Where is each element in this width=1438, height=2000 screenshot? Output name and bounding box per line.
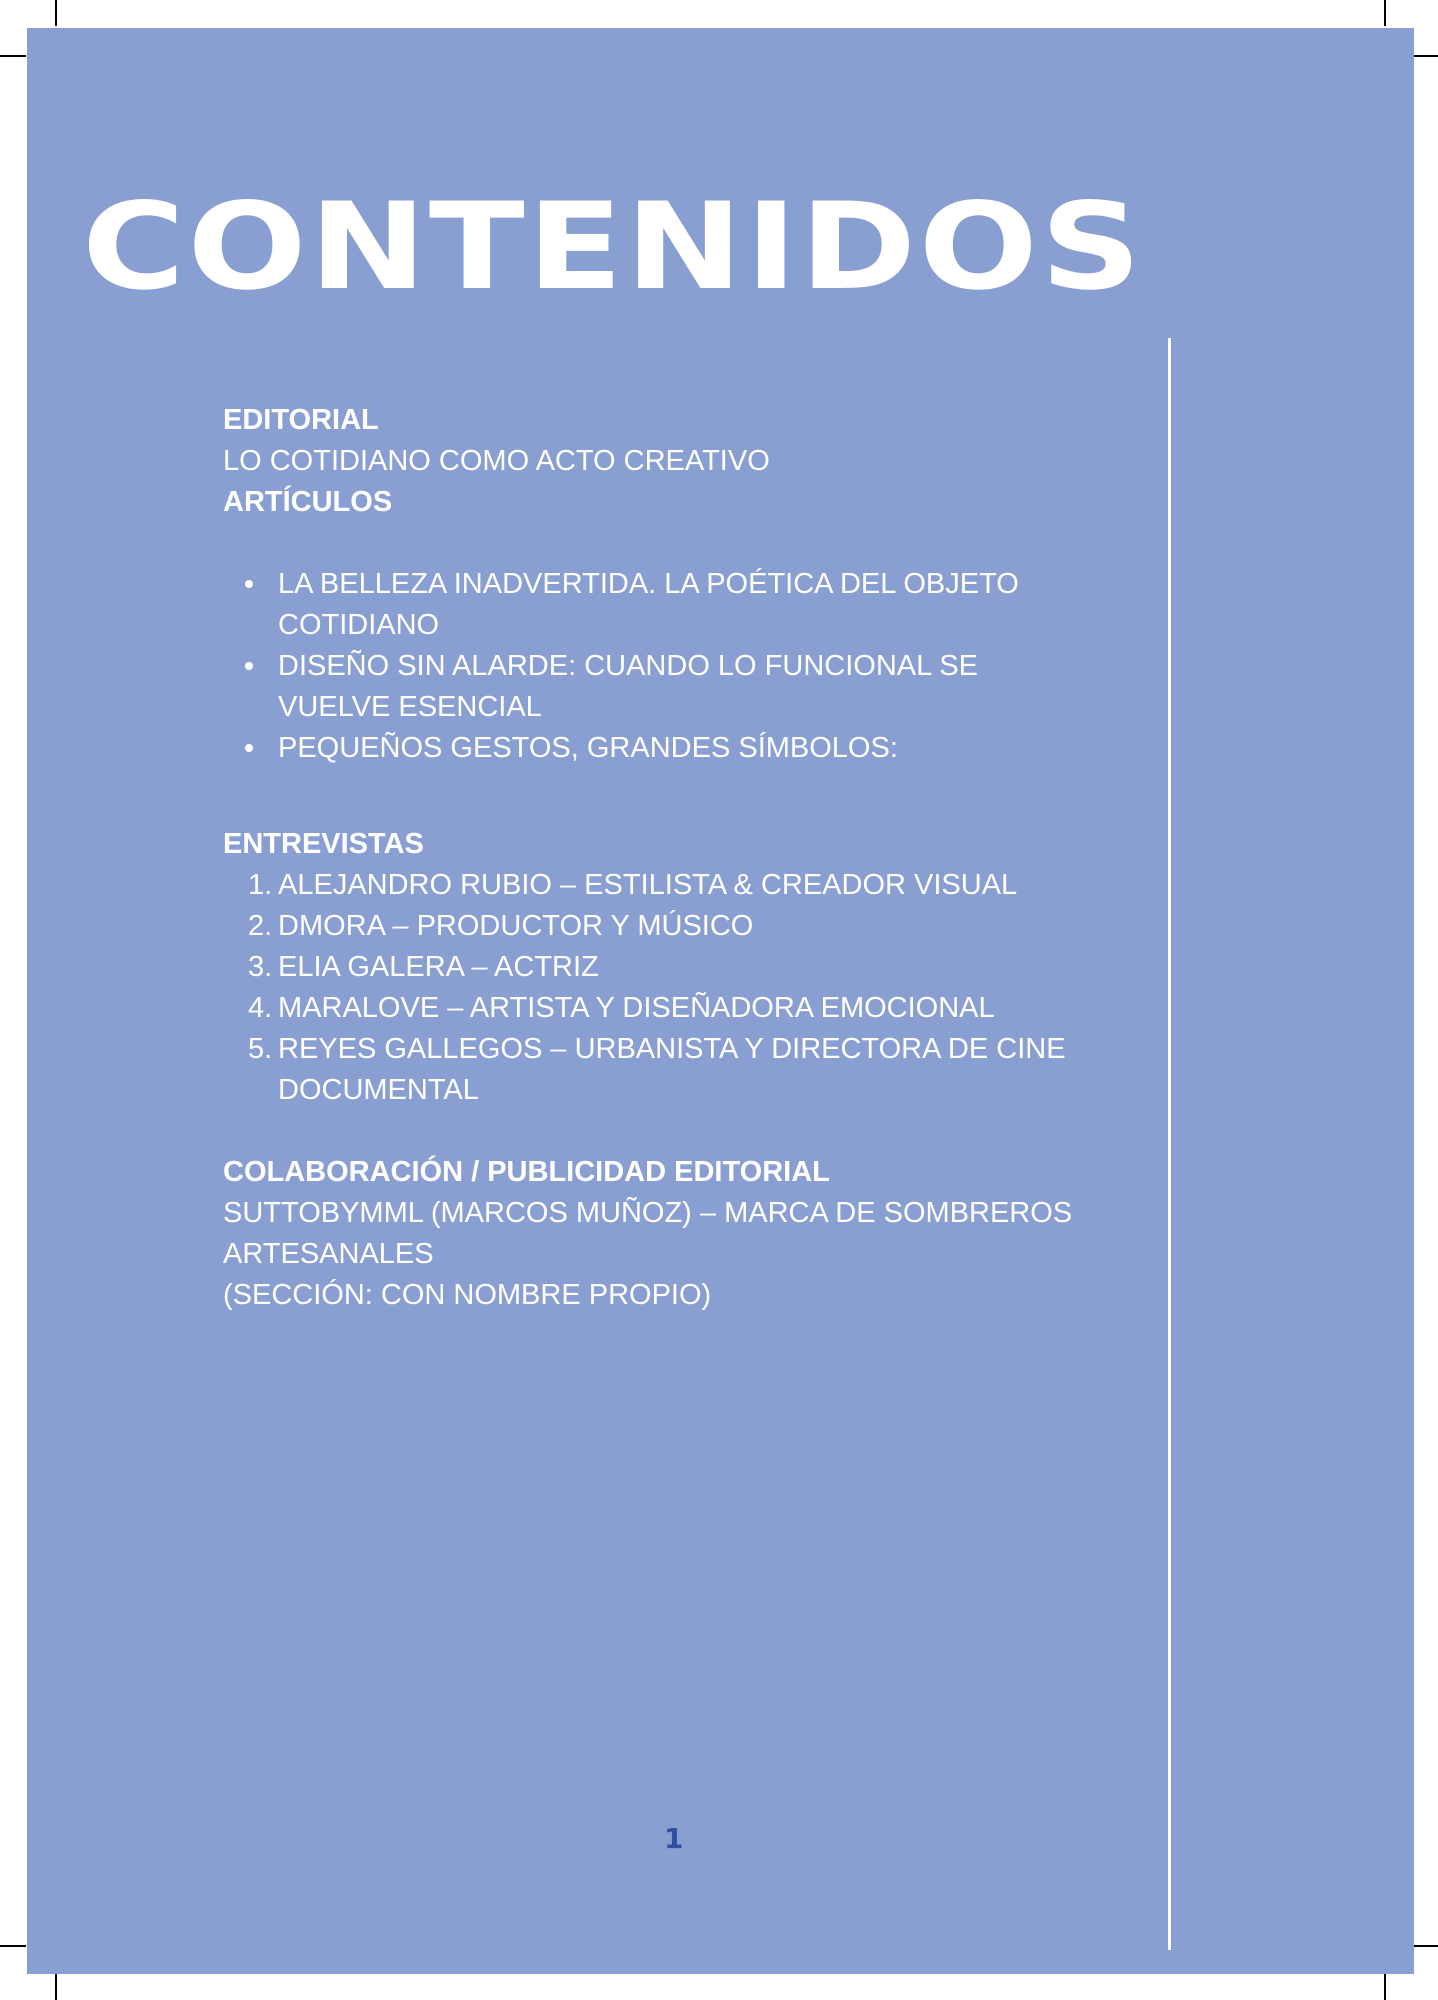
list-item	[223, 1029, 1083, 1111]
editorial-heading: EDITORIAL	[223, 404, 379, 436]
article-title: LA BELLEZA INADVERTIDA. LA POÉTICA DEL OBJETO COTIDIANO	[278, 568, 1019, 641]
item-number: 4.	[248, 992, 273, 1024]
interview-title: MARALOVE – ARTISTA Y DISEÑADORA EMOCIONAL	[278, 992, 995, 1024]
bullet-icon	[245, 580, 253, 588]
entrevistas-heading: ENTREVISTAS	[223, 828, 424, 860]
bullet-icon	[245, 662, 253, 670]
interview-title: ALEJANDRO RUBIO – ESTILISTA & CREADOR VISUAL	[278, 869, 1018, 901]
contents-page	[27, 28, 1414, 1974]
crop-mark	[1412, 1945, 1438, 1947]
item-number: 3.	[248, 951, 273, 983]
articulos-heading: ARTÍCULOS	[223, 486, 393, 518]
page-title: CONTENIDOS	[82, 178, 1144, 317]
list-item	[223, 865, 1083, 906]
crop-mark	[0, 1945, 26, 1947]
crop-mark	[1384, 1974, 1386, 2000]
vertical-divider	[1168, 338, 1171, 1950]
list-item	[223, 947, 1083, 988]
article-title: DISEÑO SIN ALARDE: CUANDO LO FUNCIONAL SE VUELVE ESENCIAL	[278, 650, 978, 723]
list-item	[223, 564, 1083, 646]
page-number: 1	[664, 1822, 684, 1855]
colaboracion-section: (SECCIÓN: CON NOMBRE PROPIO)	[223, 1279, 712, 1311]
bullet-icon	[245, 744, 253, 752]
list-item	[223, 728, 1083, 769]
list-item	[223, 646, 1083, 728]
interview-title: ELIA GALERA – ACTRIZ	[278, 951, 599, 983]
crop-mark	[1384, 0, 1386, 26]
crop-mark	[55, 0, 57, 26]
crop-mark	[55, 1974, 57, 2000]
item-number: 5.	[248, 1033, 273, 1065]
editorial-title: LO COTIDIANO COMO ACTO CREATIVO	[223, 445, 770, 477]
table-of-contents	[223, 400, 1083, 1316]
list-item	[223, 906, 1083, 947]
crop-mark	[1412, 55, 1438, 57]
item-number: 2.	[248, 910, 273, 942]
colaboracion-heading: COLABORACIÓN / PUBLICIDAD EDITORIAL	[223, 1156, 830, 1188]
articles-list	[223, 564, 1083, 769]
list-item	[223, 988, 1083, 1029]
crop-mark	[0, 55, 26, 57]
interview-title: DMORA – PRODUCTOR Y MÚSICO	[278, 910, 754, 942]
colaboracion-text: SUTTOBYMML (MARCOS MUÑOZ) – MARCA DE SOMBREROS ARTESANALES	[223, 1197, 1073, 1270]
article-title: PEQUEÑOS GESTOS, GRANDES SÍMBOLOS:	[278, 732, 898, 764]
interviews-list	[223, 865, 1083, 1111]
interview-title: REYES GALLEGOS – URBANISTA Y DIRECTORA DE CINE DOCUMENTAL	[278, 1033, 1066, 1106]
item-number: 1.	[248, 869, 273, 901]
